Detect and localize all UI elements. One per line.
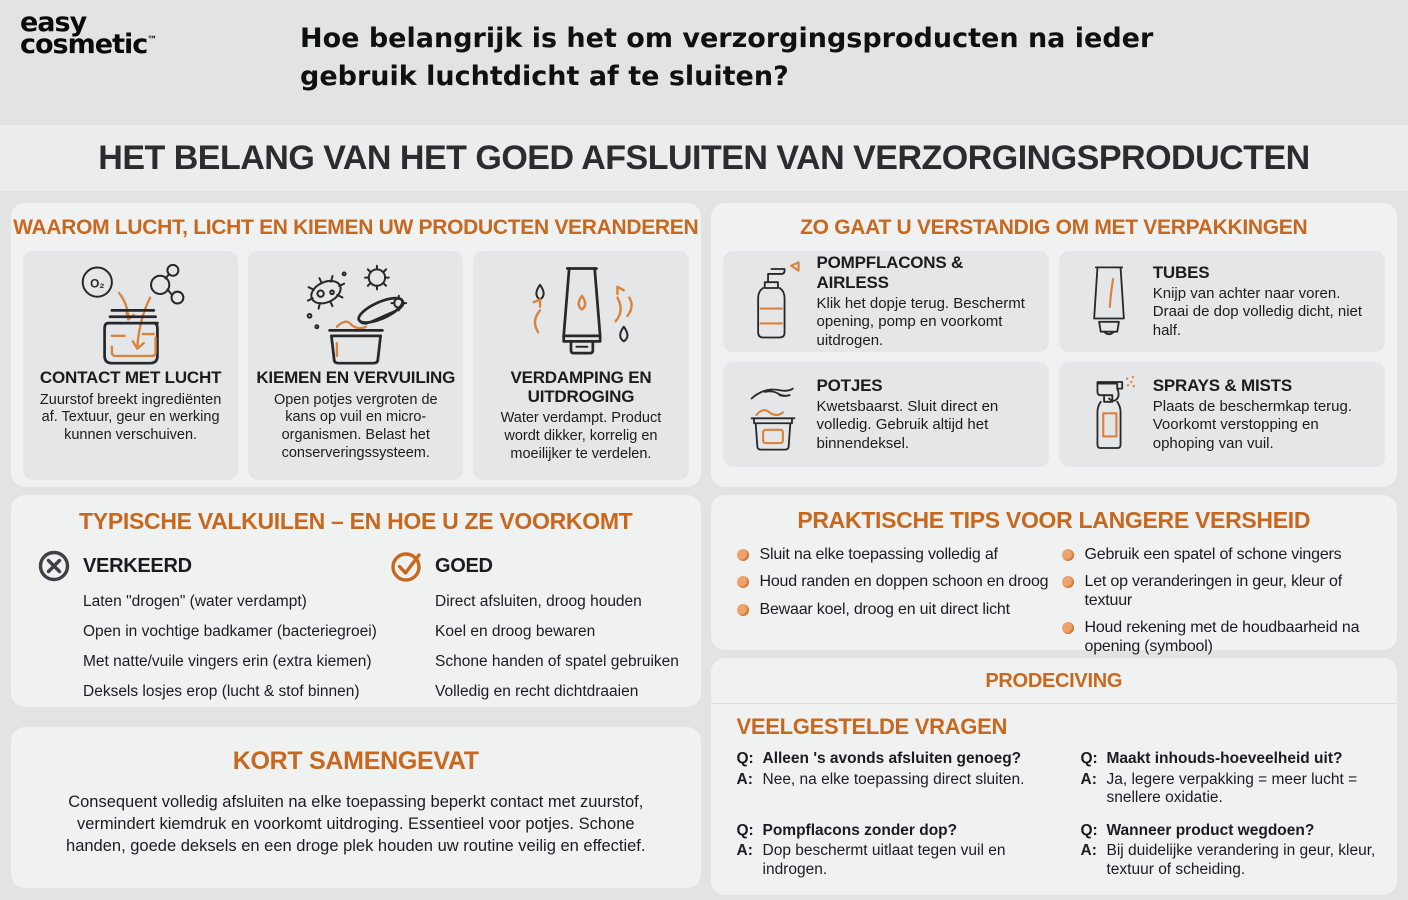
tips-columns [711, 534, 1398, 665]
faq-question: Wanneer product wegdoen? [1106, 821, 1315, 839]
header [0, 0, 1408, 125]
tips-column-2 [1062, 546, 1392, 665]
bullet-dot-icon [1062, 549, 1074, 561]
card-verdamping-en-uitdroging [473, 251, 688, 480]
pitfalls-good-column [389, 549, 689, 713]
a-prefix: A: [1080, 842, 1097, 860]
pitfalls-section-title: TYPISCHE VALKUILEN – EN HOE U ZE VOORKOMT [79, 508, 633, 534]
q-prefix: Q: [736, 821, 754, 839]
good-label: GOED [435, 554, 493, 577]
why-card-title: KIEMEN EN VERVUILING [256, 368, 456, 387]
spray-bottle-icon [1065, 373, 1153, 457]
faq-question: Maakt inhouds-hoeveelheid uit? [1106, 750, 1343, 767]
panel-summary [11, 727, 701, 888]
why-card-text: Water verdampt. Product wordt dikker, korrelig en moeilijker te verdelen. [500, 410, 662, 462]
tip-item: Let op veranderingen in geur, kleur of textuur [1062, 573, 1392, 610]
pack-card-title: SPRAYS & MISTS [1152, 376, 1292, 396]
good-item: Direct afsluiten, droog houden [435, 593, 642, 610]
bullet-dot-icon [1062, 622, 1074, 634]
faq-item [1081, 822, 1388, 880]
svg-text:O₂: O₂ [89, 276, 105, 291]
tip-item: Sluit na elke toepassing volledig af [737, 546, 1062, 564]
faq-item [737, 750, 1067, 808]
right-column [711, 203, 1398, 895]
content-columns [0, 191, 1408, 895]
card-potjes [723, 362, 1049, 467]
faq-answer: Nee, na elke toepassing direct sluiten. [762, 770, 1025, 788]
good-list [389, 593, 689, 700]
tip-item: Bewaar koel, droog en uit direct licht [737, 601, 1062, 619]
wrong-list [37, 593, 389, 700]
easycosmetic-logo [20, 7, 158, 61]
tip-item: Houd randen en doppen schoon en droog [737, 573, 1062, 591]
card-kiemen-en-vervuiling [248, 251, 463, 480]
packaging-section-title: ZO GAAT U VERSTANDIG OM MET VERPAKKINGEN [800, 216, 1308, 239]
pitfalls-wrong-column [37, 549, 389, 713]
summary-title: KORT SAMENGEVAT [232, 747, 479, 775]
faq-grid [711, 748, 1398, 880]
germs-jar-icon [295, 263, 417, 365]
pack-card-text: Knijp van achter naar voren. Draai de dop volledig dicht, niet half. [1152, 285, 1363, 339]
panel-packaging [711, 203, 1398, 487]
tips-section-title: PRAKTISCHE TIPS VOOR LANGERE VERSHEID [797, 507, 1311, 533]
why-card-text: Open potjes vergroten de kans op vuil en micro-organismen. Belast het conserveringssysteem. [273, 391, 438, 461]
wrong-item: Deksels losjes erop (lucht & stof binnen) [83, 683, 360, 701]
a-prefix: A: [736, 842, 753, 860]
card-pompflacons [723, 251, 1049, 352]
hand-jar-icon [729, 373, 817, 457]
q-prefix: Q: [1080, 750, 1098, 767]
logo-line2: cosmetic [20, 29, 148, 61]
a-prefix: A: [1080, 770, 1097, 788]
tip-item: Houd rekening met de houdbaarheid na opening (symbool) [1062, 619, 1392, 656]
evaporation-tube-icon [520, 263, 642, 365]
circle-x-icon [37, 549, 71, 583]
pack-card-title: TUBES [1152, 263, 1210, 283]
why-card-title: CONTACT MET LUCHT [39, 368, 222, 387]
page-title: HET BELANG VAN HET GOED AFSLUITEN VAN VERZORGINGSPRODUCTEN [98, 138, 1310, 177]
faq-question: Alleen 's avonds afsluiten genoeg? [762, 750, 1022, 767]
bullet-dot-icon [737, 576, 749, 588]
card-tubes [1059, 251, 1385, 352]
faq-subtitle: VEELGESTELDE VRAGEN [736, 714, 1008, 739]
good-item: Koel en droog bewaren [435, 623, 596, 641]
q-prefix: Q: [1080, 821, 1098, 839]
wrong-item: Met natte/vuile vingers erin (extra kiemen) [83, 653, 372, 671]
wrong-header [37, 549, 389, 583]
a-prefix: A: [736, 770, 753, 788]
faq-answer: Bij duidelijke verandering in geur, kleur, textuur of scheiding. [1106, 842, 1376, 878]
wrong-item: Laten "drogen" (water verdampt) [83, 593, 307, 610]
packaging-cards [711, 240, 1398, 467]
title-band [0, 125, 1408, 191]
why-card-title: VERDAMPING EN UITDROGING [510, 368, 652, 406]
tip-item: Gebruik een spatel of schone vingers [1062, 546, 1392, 564]
page-question: Hoe belangrijk is het om verzorgingsproducten na ieder gebruik luchtdicht af te sluiten? [300, 23, 1154, 92]
circle-check-icon [389, 549, 423, 583]
pack-card-title: POMPFLACONS & AIRLESS [816, 253, 964, 293]
panel-why-products-change [11, 203, 701, 487]
tips-column-1 [737, 546, 1062, 665]
pack-card-text: Kwetsbaarst. Sluit direct en volledig. Gebruik altijd het binnendeksel. [816, 398, 999, 452]
panel-pitfalls [11, 495, 701, 707]
pitfalls-columns [11, 535, 701, 713]
card-sprays [1059, 362, 1385, 467]
pack-card-text: Klik het dopje terug. Beschermt opening, pomp en voorkomt uitdrogen. [816, 295, 1025, 349]
faq-answer: Ja, legere verpakking = meer lucht = snellere oxidatie. [1106, 770, 1358, 807]
pump-bottle-icon [729, 260, 817, 344]
why-card-text: Zuurstof breekt ingrediënten af. Textuur, geur en werking kunnen verschuiven. [39, 391, 222, 444]
tube-icon [1065, 260, 1153, 344]
panel-tips [711, 495, 1398, 655]
why-cards [11, 240, 701, 480]
faq-answer: Dop beschermt uitlaat tegen vuil en indrogen. [762, 842, 1006, 878]
bullet-dot-icon [737, 549, 749, 561]
pack-card-text: Plaats de beschermkap terug. Voorkomt verstopping en ophoping van vuil. [1152, 398, 1353, 452]
pack-card-title: POTJES [816, 376, 883, 396]
faq-item [737, 822, 1067, 880]
bullet-dot-icon [737, 604, 749, 616]
faq-question: Pompflacons zonder dop? [762, 821, 958, 839]
card-contact-met-lucht [23, 251, 238, 480]
faq-item [1081, 750, 1388, 808]
logo-tm: ™ [147, 35, 158, 47]
good-item: Volledig en recht dichtdraaien [435, 683, 639, 701]
panel-faq [711, 658, 1398, 895]
logo-line1: easy [20, 7, 87, 38]
q-prefix: Q: [736, 750, 754, 767]
oxygen-jar-icon [70, 263, 192, 365]
good-item: Schone handen of spatel gebruiken [435, 653, 679, 671]
faq-panel-title: PRODECIVING [985, 670, 1123, 692]
bullet-dot-icon [1062, 576, 1074, 588]
good-header [389, 549, 689, 583]
why-section-title: WAAROM LUCHT, LICHT EN KIEMEN UW PRODUCTEN VERANDEREN [13, 216, 699, 239]
wrong-label: VERKEERD [83, 554, 192, 577]
wrong-item: Open in vochtige badkamer (bacteriegroei) [83, 623, 377, 641]
left-column [11, 203, 701, 895]
summary-text: Consequent volledig afsluiten na elke toepassing beperkt contact met zuurstof, vermindert kiemdruk en voorkomt uitdroging. Essentieel voor potjes. Schone handen, goede deksels en een droge plek houden uw routine veilig en effectief. [66, 793, 646, 855]
